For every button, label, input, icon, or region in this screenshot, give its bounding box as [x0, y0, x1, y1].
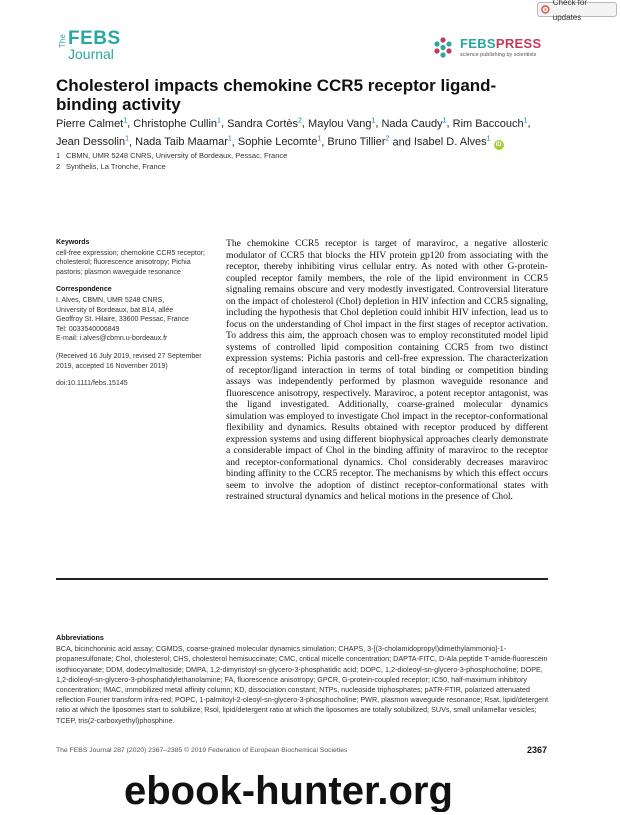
author-affiliation: 1 — [523, 117, 528, 124]
page-number: 2367 — [527, 745, 548, 755]
febs-press-mark-icon — [432, 36, 454, 58]
author-name: Bruno Tillier — [327, 136, 386, 149]
abbreviations-label: Abbreviations — [56, 633, 104, 642]
keywords-block — [56, 238, 206, 277]
author-name: Christophe Cullin — [133, 117, 218, 130]
section-divider — [56, 578, 548, 580]
author[interactable] — [414, 136, 491, 148]
author-affiliation: 1 — [125, 135, 129, 143]
author[interactable] — [56, 136, 129, 148]
author-name: Sophie Lecomte — [237, 136, 318, 149]
journal-logo-the: The — [58, 34, 67, 48]
correspondence-label: Correspondence — [56, 286, 112, 294]
author[interactable] — [238, 136, 321, 148]
author-name: Nada Taib Maamar — [135, 136, 228, 149]
author-name: Isabel D. Alves — [413, 136, 487, 149]
affiliation-text: CBMN, UMR 5248 CNRS, University of Bordeaux, Pessac, France — [66, 151, 288, 160]
press-febs: FEBS — [460, 36, 496, 51]
affiliation-number: 1 — [56, 151, 61, 160]
abstract-text: The chemokine CCR5 receptor is target of maraviroc, a negative allosteric modulator of CCR5 that blocks the HIV protein gp120 from associating with the receptor, thereby inhibiting virus cellular entry. As noted with other G-protein-coupled receptor family members, the role of the lipid environment in CCR5 signaling remains obscure and very modestly investigated. Controversial literature on the impact of cholesterol (Chol) depletion in HIV infection and CCR5 signaling, including the hypothesis that Chol depletion could inhibit HIV infection, lead us to focus on the understanding of Chol impact in the first stages of receptor activation. To address this aim, the approach chosen was to employ reconstituted model lipid systems of controlled lipid composition containing CCR5 from two distinct expression systems: Pichia pastoris and cell-free expression. The characterization of receptor/ligand interaction in terms of total binding or competition binding assays was independently performed by plasmon waveguide resonance and fluorescence anisotropy, respectively. Maraviroc, a potent receptor antagonist, was the ligand investigated. Additionally, coarse-grained molecular dynamics simulation was employed to investigate Chol impact in the receptor-conformational flexibility and dynamics. Results obtained with receptor produced by different expression systems and using different biophysical approaches clearly demonstrate a considerable impact of Chol in the binding affinity of maraviroc to the receptor and receptor-conformational dynamics. Chol considerably decreases maraviroc binding affinity to the CCR5 receptor. The mechanisms by which this effect occurs seem to involve the adoption of distinct receptor-conformational states with restrained structural dynamics and helical motions in the presence of Chol. — [226, 238, 548, 502]
febs-press-logo — [432, 36, 541, 58]
author-name: Rim Baccouch — [452, 117, 524, 130]
check-for-updates-label: Check for updates — [552, 0, 587, 22]
affiliation-text: Synthelis, La Tronche, France — [66, 162, 166, 171]
press-tagline: science publishing by scientists — [460, 52, 537, 58]
correspondence-block — [56, 285, 206, 344]
author[interactable] — [381, 118, 446, 130]
author-affiliation: 2 — [385, 135, 390, 143]
author-affiliation: 1 — [217, 117, 221, 124]
author-name: Pierre Calmet — [56, 117, 124, 130]
refresh-icon — [541, 5, 550, 14]
received-dates: (Received 16 July 2019, revised 27 September 2019, accepted 16 November 2019) — [56, 352, 202, 370]
author[interactable] — [133, 118, 221, 130]
author-affiliation: 1 — [123, 117, 128, 124]
author[interactable] — [227, 118, 302, 130]
journal-logo-febs: FEBS — [68, 28, 121, 49]
author[interactable] — [56, 118, 127, 130]
correspondence-line: University of Bordeaux, bat B14, allée — [56, 306, 174, 314]
doi-link[interactable]: doi:10.1111/febs.15145 — [56, 380, 128, 388]
affiliation-number: 2 — [56, 162, 61, 171]
side-column — [56, 238, 206, 397]
check-for-updates-button[interactable] — [537, 0, 617, 22]
author-name: Nada Caudy — [381, 117, 443, 130]
keywords-label: Keywords — [56, 239, 90, 246]
correspondence-line: Geoffroy St. Hilaire, 33600 Pessac, France — [56, 316, 189, 324]
author-affiliation: 1 — [371, 117, 376, 124]
journal-logo-journal: Journal — [68, 46, 114, 62]
author-name: Sandra Cortès — [227, 117, 299, 130]
author-name: Jean Dessolin — [56, 136, 126, 149]
author[interactable] — [135, 136, 232, 148]
abbreviations-block — [56, 633, 552, 726]
author-affiliation: 1 — [442, 117, 447, 124]
correspondence-line: I. Alves, CBMN, UMR 5248 CNRS, — [56, 296, 165, 304]
abbreviations-text: BCA, bicinchoninic acid assay; CGMDS, coarse-grained molecular dynamics simulation; CHAPS, 3-[(3-cholamidopropyl)dimethylammonio]-1-propanesulfonate; Chol, cholesterol; CHS, cholesterol hemisuccinate; CMC, critical micelle concentration; DAPTA-FITC, D-Ala peptide T-amide-fluorescein isothiocyanate; DDM, dodecylmaltoside; DMPA, 1,2-dimyristoyl-sn-glycero-3-phosphatidic acid; DOPC, 1,2-dioleoyl-sn-glycero-3-phosphocholine; DOPE, 1,2-dioleoyl-sn-glycero-3-phosphatidylethanolamine; FA, fluorescence anisotropy; GPCR, G-protein-coupled receptor; IC50, half-maximum inhibitory concentration; IMAC, immobilized metal affinity column; KD, dissociation constant; NTPs, nucleoside triphosphates; pATR-FTIR, polarized attenuated reflection Fourier transform infra-red; POPC, 1-palmitoyl-2-oleoyl-sn-glycero-3-phosphocholine; PWR, plasmon waveguide resonance; Rsat, lipid/detergent ratio at which the liposomes start to solubilize; Rsol, lipid/detergent ratio at which the liposomes are totally solubilized; SUVs, small unilamellar vesicles; TCEP, tris(2-carboxyethyl)phosphine. — [56, 644, 549, 725]
journal-footer: The FEBS Journal 287 (2020) 2367–2385 © 2019 Federation of European Biochemical Societies — [56, 747, 348, 754]
orcid-icon[interactable]: iD — [495, 142, 502, 149]
press-word: PRESS — [495, 36, 542, 51]
affiliation-item — [56, 150, 287, 161]
watermark-logo — [120, 768, 620, 812]
author[interactable] — [327, 136, 389, 148]
affiliation-item — [56, 161, 287, 172]
affiliations — [56, 150, 287, 172]
keywords-text: cell-free expression; chemokine CCR5 receptor; cholesterol; fluorescence anisotropy; Pichia pastoris; plasmon waveguide resonance — [56, 249, 206, 276]
watermark-text: ebook-hunter.org — [124, 769, 453, 812]
author[interactable] — [453, 118, 528, 130]
correspondence-email[interactable]: E-mail: i.alves@cbmn.u-bordeaux.fr — [56, 335, 168, 343]
correspondence-line: Tel: 0033540006849 — [56, 325, 120, 333]
author-affiliation: 2 — [298, 117, 302, 124]
author[interactable] — [308, 118, 375, 130]
author-affiliation: 1 — [227, 135, 232, 143]
author-affiliation: 1 — [486, 135, 491, 143]
author-list: Pierre Calmet$^1$, Christophe Cullin$^1$, Sandra Cortès$^2$, Maylou Vang$^1$, Nada Caudy$^1$, Rim Baccouch$^1$, Jean Dessolin$^1$, Nada Taib Maamar$^1$, Sophie Lecomte$^1$, Bruno Tillier$^2$ and Isabel D. Alves$^1$ iD — [56, 117, 531, 149]
article-title: Cholesterol impacts chemokine CCR5 receptor ligand-binding activity — [56, 76, 497, 114]
author-affiliation: 1 — [317, 135, 322, 143]
author-name: Maylou Vang — [308, 117, 372, 130]
